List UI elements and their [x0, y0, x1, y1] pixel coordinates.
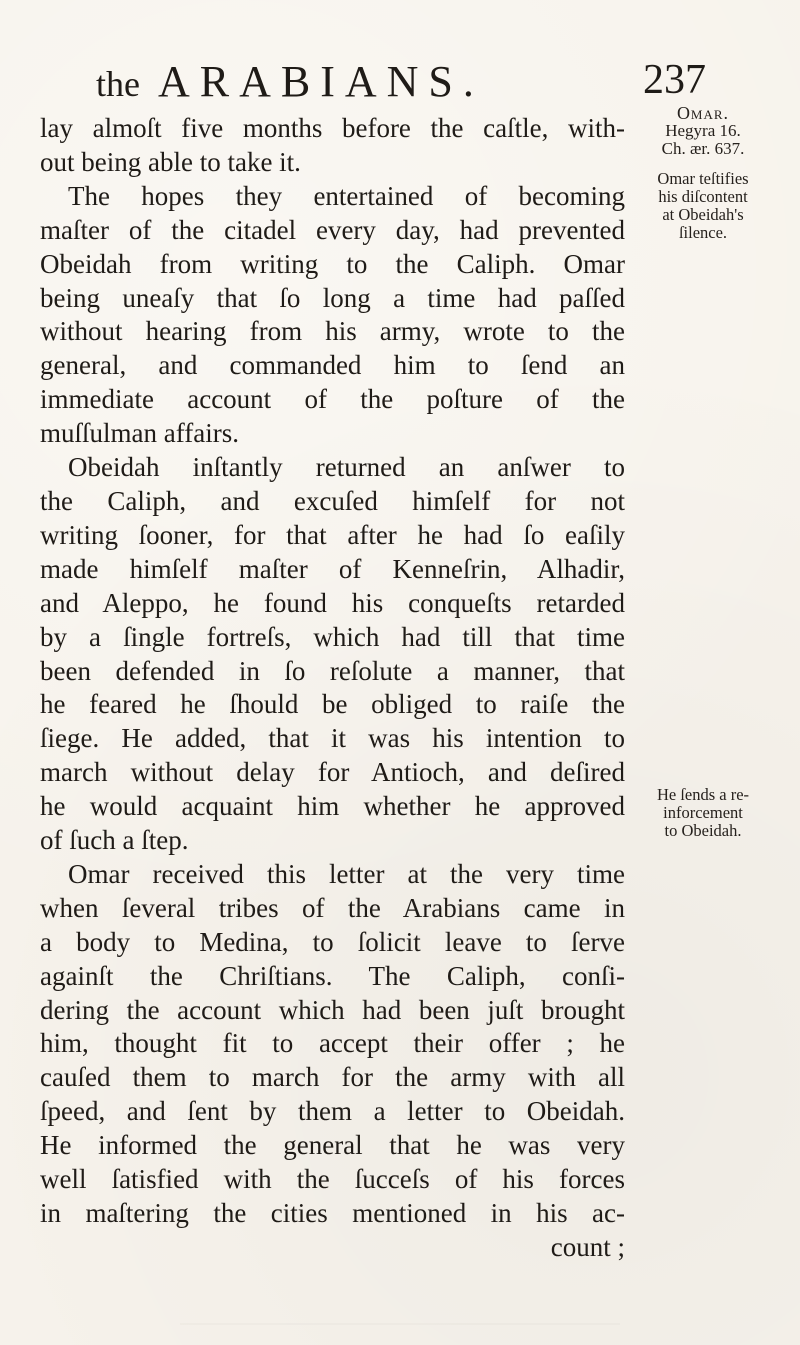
- paper-stain: [180, 1323, 620, 1325]
- margin-note-line: to Obeidah.: [664, 821, 742, 840]
- text-line: well ſatisfied with the ſucceſs of his forces: [40, 1164, 625, 1195]
- text-line: writing ſooner, for that after he had ſo eaſily: [40, 519, 625, 550]
- text-line: dering the account which had been juſt brought: [40, 994, 625, 1025]
- text-line: and Aleppo, he found his conqueſts retarded: [40, 587, 625, 618]
- text-line: he feared he ſhould be obliged to raiſe the: [40, 689, 625, 720]
- text-line: The hopes they entertained of becoming: [68, 180, 625, 211]
- text-line: in maſtering the cities mentioned in his ac-: [40, 1198, 625, 1228]
- text-line: march without delay for Antioch, and deſired: [40, 757, 625, 788]
- main-text: [40, 112, 625, 1265]
- text-line: maſter of the citadel every day, had prevented: [40, 214, 625, 245]
- text-line: when ſeveral tribes of the Arabians came in: [40, 892, 625, 923]
- text-line: ſiege. He added, that it was his intention to: [40, 723, 625, 754]
- text-line: Omar received this letter at the very time: [68, 858, 625, 889]
- text-line: muſſulman affairs.: [40, 418, 239, 449]
- text-line: lay almoſt five months before the caſtle, with-: [40, 113, 625, 143]
- margin-note-line: at Obeidah's: [662, 205, 744, 224]
- margin-note-line: He ſends a re-: [656, 785, 750, 804]
- margin-note-omar-discontent: [638, 170, 768, 242]
- text-line: without hearing from his army, wrote to the: [40, 316, 625, 347]
- margin-note-line: Omar teſtifies: [657, 169, 749, 188]
- margin-note-line: ſilence.: [678, 223, 728, 242]
- text-line: by a ſingle fortreſs, which had till that time: [40, 621, 625, 652]
- text-line: He informed the general that he was very: [40, 1130, 625, 1161]
- text-line: ſpeed, and ſent by them a letter to Obeidah.: [40, 1096, 625, 1127]
- text-line: been defended in ſo reſolute a manner, that: [40, 655, 625, 686]
- margin-note-line: Ch. ær. 637.: [661, 139, 745, 158]
- text-line: of ſuch a ſtep.: [40, 825, 189, 856]
- text-line: Obeidah inſtantly returned an anſwer to: [68, 452, 625, 483]
- margin-note-line: Hegyra 16.: [665, 121, 741, 140]
- running-header: [96, 56, 706, 106]
- margin-note-date: [638, 104, 768, 158]
- text-line: a body to Medina, to ſolicit leave to ſerve: [40, 926, 625, 957]
- text-line: Obeidah from writing to the Caliph. Omar: [40, 248, 625, 279]
- text-line: he would acquaint him whether he approved: [40, 791, 625, 822]
- text-line: cauſed them to march for the army with all: [40, 1062, 625, 1093]
- running-title: [96, 56, 484, 107]
- text-line: made himſelf maſter of Kenneſrin, Alhadir,: [40, 553, 625, 584]
- text-line: count ;: [550, 1231, 625, 1262]
- margin-note-line: Omar.: [676, 103, 730, 123]
- text-line: him, thought fit to accept their offer ; he: [40, 1028, 625, 1059]
- text-line: againſt the Chriſtians. The Caliph, conſi-: [40, 960, 625, 991]
- text-line: being uneaſy that ſo long a time had paſſed: [40, 282, 625, 313]
- page-number: 237: [643, 57, 706, 103]
- margin-note-reinforcement: [638, 786, 768, 840]
- running-title-main: ARABIANS.: [157, 57, 484, 106]
- margin-note-line: inforcement: [663, 803, 743, 822]
- text-line: immediate account of the poſture of the: [40, 384, 625, 415]
- text-line: the Caliph, and excuſed himſelf for not: [40, 485, 625, 516]
- running-title-prefix: the: [96, 64, 140, 104]
- text-line: general, and commanded him to ſend an: [40, 350, 625, 381]
- text-line: out being able to take it.: [40, 146, 301, 177]
- margin-note-line: his diſcontent: [658, 187, 748, 206]
